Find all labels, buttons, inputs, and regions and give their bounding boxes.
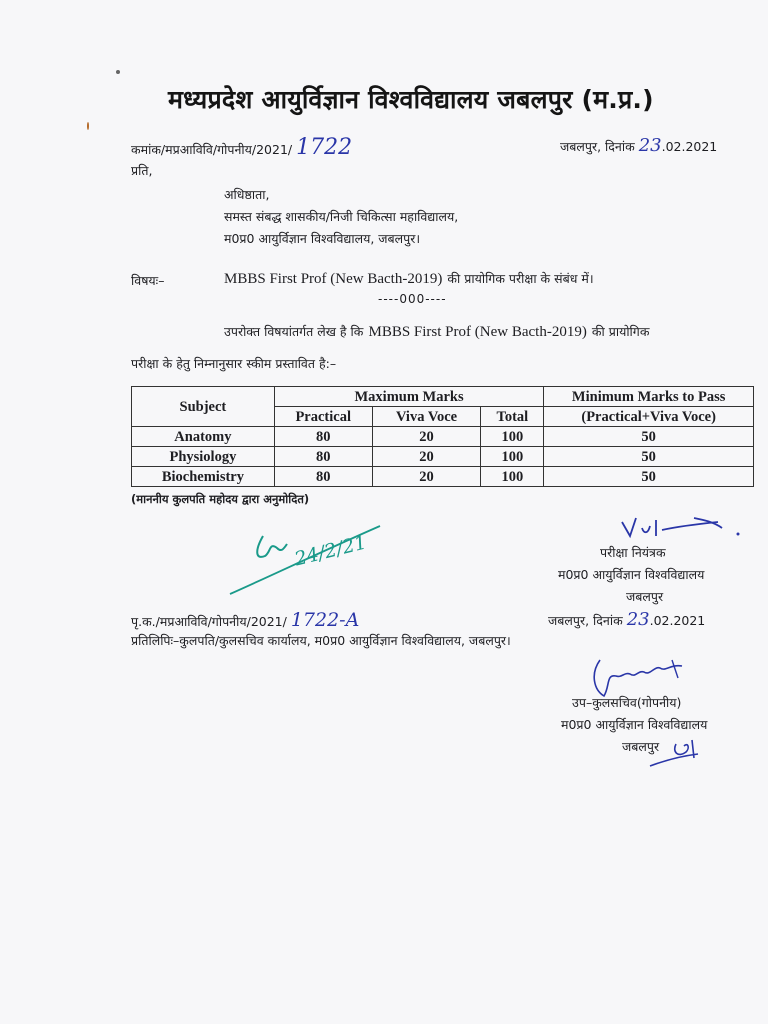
reference-prefix: कमांक/मप्रआविवि/गोपनीय/2021/: [131, 142, 293, 157]
teal-handwritten-date: 24/2/21: [292, 531, 369, 571]
body-line-1-tail: की प्रायोगिक: [591, 324, 650, 339]
marks-table: [131, 386, 754, 487]
paper-speck: [116, 70, 120, 74]
row-total: 100: [481, 467, 544, 487]
signatory2-city: जबलपुर: [622, 739, 660, 754]
paper-speck: [87, 122, 89, 130]
signatory1-designation: परीक्षा नियंत्रक: [600, 545, 666, 560]
copy-reference-line: [131, 609, 359, 631]
recipient-line-2: समस्त संबद्ध शासकीय/निजी चिकित्सा महाविद्यालय,: [224, 209, 459, 224]
subject-line: [224, 268, 594, 288]
copy-date: [548, 609, 705, 630]
row-subject: Anatomy: [132, 427, 275, 447]
copy-date-day-handwritten: 23: [626, 609, 650, 630]
copy-date-prefix: जबलपुर, दिनांक: [548, 613, 623, 628]
cc-line: प्रतिलिपिः–कुलपति/कुलसचिव कार्यालय, म0प्र0 आयुर्विज्ञान विश्वविद्यालय, जबलपुर।: [131, 633, 511, 648]
signatory2-org: म0प्र0 आयुर्विज्ञान विश्वविद्यालय: [561, 717, 708, 732]
row-practical: 80: [274, 427, 372, 447]
copy-reference-prefix: पृ.क./मप्रआविवि/गोपनीय/2021/: [131, 614, 287, 629]
total-header: Total: [481, 407, 544, 427]
signatory2-designation: उप–कुलसचिव(गोपनीय): [572, 695, 682, 710]
body-line-1: [224, 321, 649, 341]
university-title: मध्यप्रदेश आयुर्विज्ञान विश्वविद्यालय जबलपुर (म.प्र.): [168, 85, 654, 114]
copy-reference-number-handwritten: 1722-A: [290, 609, 360, 631]
controller-signature-icon: [618, 512, 748, 542]
practical-header: Practical: [274, 407, 372, 427]
table-row: [132, 447, 754, 467]
row-viva: 20: [372, 427, 481, 447]
letter-date: [560, 135, 717, 156]
body-line-1-course: MBBS First Prof (New Bacth-2019): [368, 324, 587, 340]
row-total: 100: [481, 447, 544, 467]
row-viva: 20: [372, 447, 481, 467]
body-line-2: परीक्षा के हेतु निम्नानुसार स्कीम प्रस्तावित है:–: [131, 356, 337, 371]
maximum-marks-header: Maximum Marks: [274, 387, 544, 407]
row-practical: 80: [274, 447, 372, 467]
subject-label: विषयः–: [131, 273, 165, 288]
to-label: प्रति,: [131, 163, 153, 178]
date-suffix: .02.2021: [661, 139, 718, 154]
table-header-row: [132, 387, 754, 407]
reference-line: [131, 135, 352, 160]
signatory1-org: म0प्र0 आयुर्विज्ञान विश्वविद्यालय: [558, 567, 705, 582]
row-subject: Biochemistry: [132, 467, 275, 487]
row-total: 100: [481, 427, 544, 447]
signatory1-city: जबलपुर: [626, 589, 664, 604]
reference-number-handwritten: 1722: [296, 135, 353, 160]
table-row: [132, 467, 754, 487]
subject-course: MBBS First Prof (New Bacth-2019): [224, 271, 443, 287]
divider: ----000----: [378, 292, 447, 306]
minimum-marks-header: Minimum Marks to Pass: [544, 387, 754, 407]
minimum-subheader: (Practical+Viva Voce): [544, 407, 754, 427]
row-min: 50: [544, 447, 754, 467]
recipient-line-1: अधिष्ठाता,: [224, 187, 270, 202]
row-viva: 20: [372, 467, 481, 487]
row-practical: 80: [274, 467, 372, 487]
row-min: 50: [544, 427, 754, 447]
approval-note: (माननीय कुलपति महोदय द्वारा अनुमोदित): [131, 492, 310, 506]
subject-text: की प्रायोगिक परीक्षा के संबंध में।: [447, 271, 594, 286]
recipient-line-3: म0प्र0 आयुर्विज्ञान विश्वविद्यालय, जबलपुर।: [224, 231, 421, 246]
initial-mark-icon: [648, 736, 700, 770]
row-min: 50: [544, 467, 754, 487]
viva-voce-header: Viva Voce: [372, 407, 481, 427]
row-subject: Physiology: [132, 447, 275, 467]
date-day-handwritten: 23: [638, 135, 662, 156]
body-line-1-intro: उपरोक्त विषयांतर्गत लेख है कि: [224, 324, 364, 339]
date-prefix: जबलपुर, दिनांक: [560, 139, 635, 154]
copy-date-suffix: .02.2021: [649, 613, 706, 628]
table-row: [132, 427, 754, 447]
subject-header: Subject: [132, 387, 275, 427]
